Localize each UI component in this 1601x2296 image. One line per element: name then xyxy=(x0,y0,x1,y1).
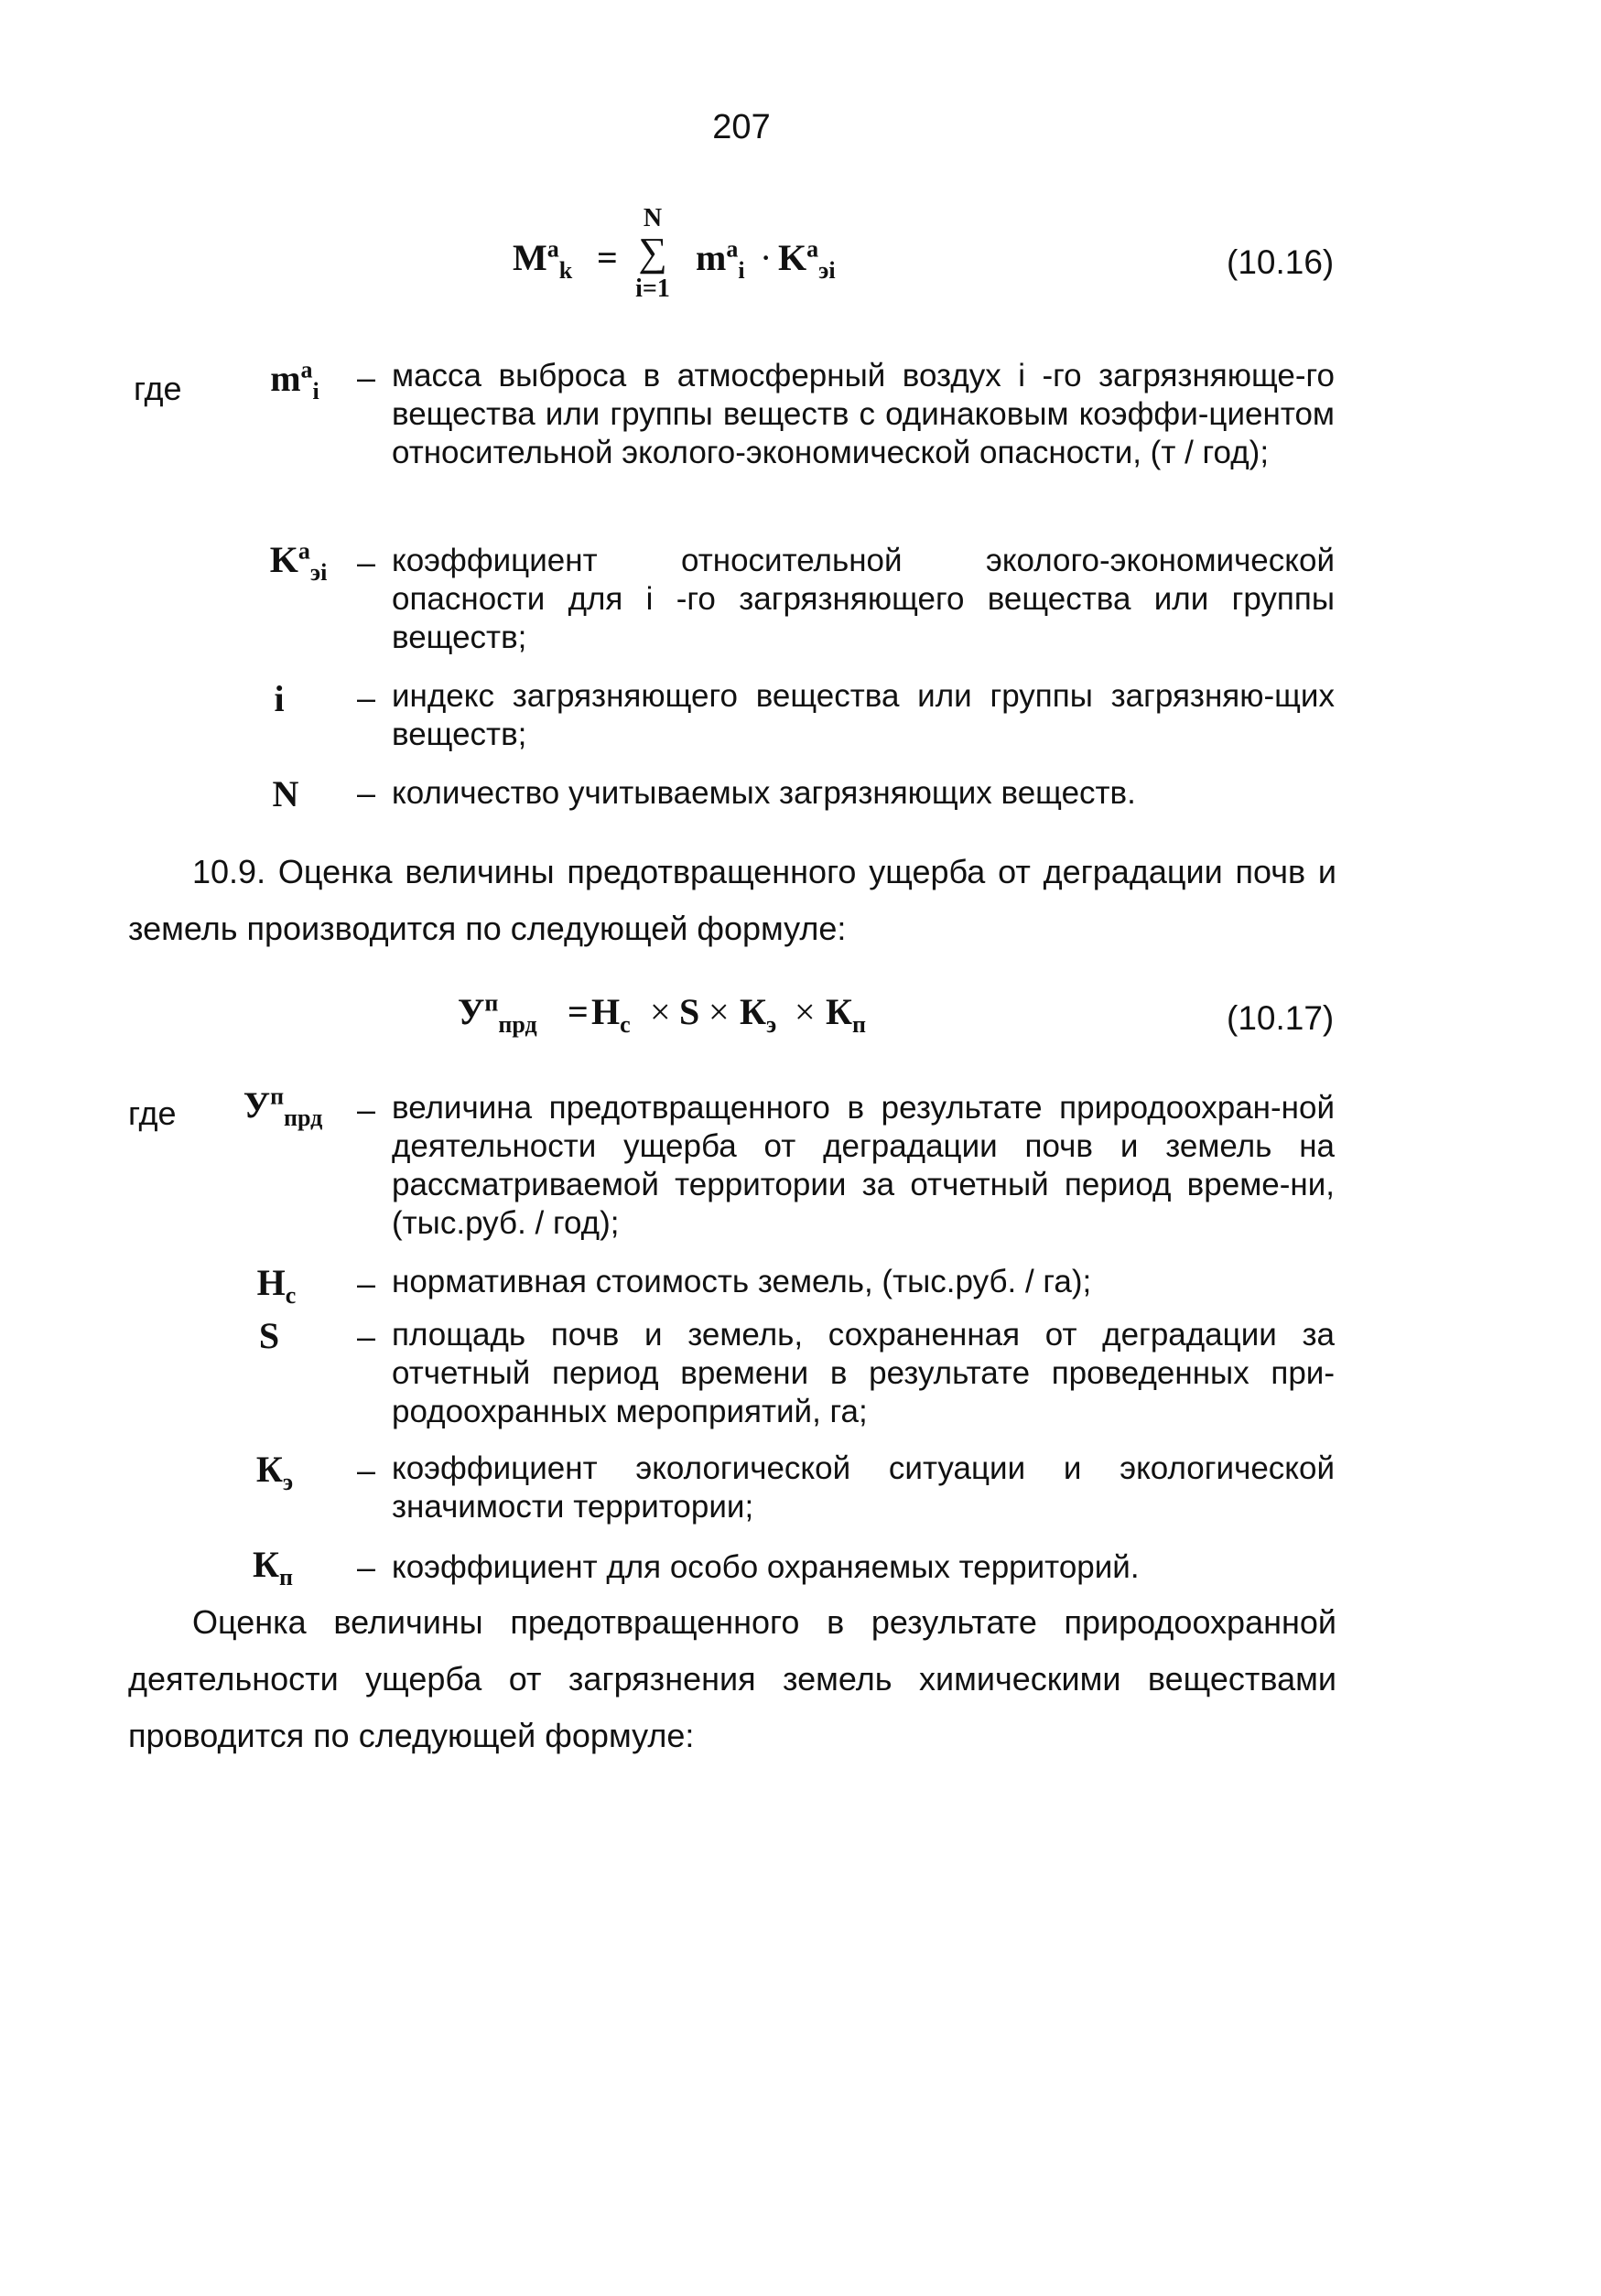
def-text-area: площадь почв и земель, сохраненная от деградации за отчетный период времени в результате проведенных при-родоохранных мероприятий, га; xyxy=(392,1317,1335,1429)
def-dash: – xyxy=(357,679,376,717)
sum-symbol: ∑ xyxy=(638,230,667,275)
def-symbol-n: N xyxy=(272,773,299,814)
paragraph-final: Оценка величины предотвращенного в результате природоохранной деятельности ущерба от загрязнения земель химическими веществами проводится по следующей формуле: xyxy=(128,1603,1336,1754)
formula-10-17 xyxy=(458,990,934,1054)
def-text-land-value: нормативная стоимость земель, (тыс.руб. / га); xyxy=(392,1264,1092,1299)
formula-s: S xyxy=(679,991,700,1032)
formula-times: × xyxy=(709,991,730,1032)
formula-dot: · xyxy=(760,237,773,278)
def-dash: – xyxy=(357,544,376,581)
def-text-mass: масса выброса в атмосферный воздух i -го загрязняюще-го вещества или группы веществ с одинаковым коэффи-циентом относительной эколого-экономической опасности, (т / год); xyxy=(392,358,1335,470)
formula-times: × xyxy=(795,991,816,1032)
def-dash: – xyxy=(357,1318,376,1355)
where-label: где xyxy=(128,1094,177,1132)
paragraph-10-9: 10.9. Оценка величины предотвращенного ущерба от деградации почв и земель производится по следующей формуле: xyxy=(128,853,1336,947)
def-dash: – xyxy=(357,1091,376,1128)
def-dash: – xyxy=(357,359,376,396)
def-symbol-k-a-ei: $K^a_{эi}$ xyxy=(269,537,328,586)
formula-lhs: $M^a_k$ xyxy=(513,235,573,284)
def-dash: – xyxy=(357,1451,376,1489)
formula-term-m: $m^a_i$ xyxy=(696,235,745,284)
def-text-protected-areas: коэффициент для особо охраняемых территорий. xyxy=(392,1549,1140,1585)
def-dash: – xyxy=(357,1265,376,1302)
def-symbol-y-p-prd: $У^п_{прд}$ xyxy=(243,1083,323,1131)
def-text-count: количество учитываемых загрязняющих веществ. xyxy=(392,775,1136,811)
formula-equals: = xyxy=(568,991,589,1032)
def-symbol-i: i xyxy=(274,678,285,719)
def-text-index: индекс загрязняющего вещества или группы загрязняю-щих веществ; xyxy=(392,678,1335,752)
def-text-damage: величина предотвращенного в результате природоохран-ной деятельности ущерба от деградации почв и земель на рассматриваемой территории за отчетный период време-ни, (тыс.руб. / год); xyxy=(392,1090,1335,1241)
formula-k-e: $К_э$ xyxy=(740,991,777,1038)
def-symbol-s: S xyxy=(258,1315,280,1356)
formula-k-p: $К_п$ xyxy=(826,991,866,1038)
def-dash: – xyxy=(357,774,376,812)
formula-term-k: $K^a_{эi}$ xyxy=(778,235,836,284)
formula-equals: = xyxy=(597,237,618,278)
def-symbol-k-e: $К_э$ xyxy=(255,1449,294,1495)
equation-number-10-16: (10.16) xyxy=(1227,243,1335,281)
page-number: 207 xyxy=(712,108,771,146)
def-symbol-h-c: $Н_с$ xyxy=(256,1262,297,1309)
formula-10-16 xyxy=(513,204,860,322)
formula-h: $Н_с$ xyxy=(591,991,631,1038)
sum-upper-limit: N xyxy=(643,204,663,232)
def-text-eco-coefficient: коэффициент экологической ситуации и экологической значимости территории; xyxy=(392,1450,1335,1525)
summation xyxy=(621,205,685,306)
def-text-coefficient: коэффициент относительной эколого-экономической опасности для i -го загрязняющего вещества или группы веществ; xyxy=(392,543,1335,655)
sum-lower-limit: i=1 xyxy=(635,275,670,303)
formula-y: $У^п_{прд}$ xyxy=(458,989,537,1038)
equation-number-10-17: (10.17) xyxy=(1227,999,1335,1037)
def-dash: – xyxy=(357,1548,376,1586)
def-symbol-k-p: $К_п$ xyxy=(253,1544,293,1590)
formula-times: × xyxy=(650,991,671,1032)
where-label: где xyxy=(134,370,182,407)
def-symbol-m-a-i: $m^a_i$ xyxy=(270,356,319,404)
